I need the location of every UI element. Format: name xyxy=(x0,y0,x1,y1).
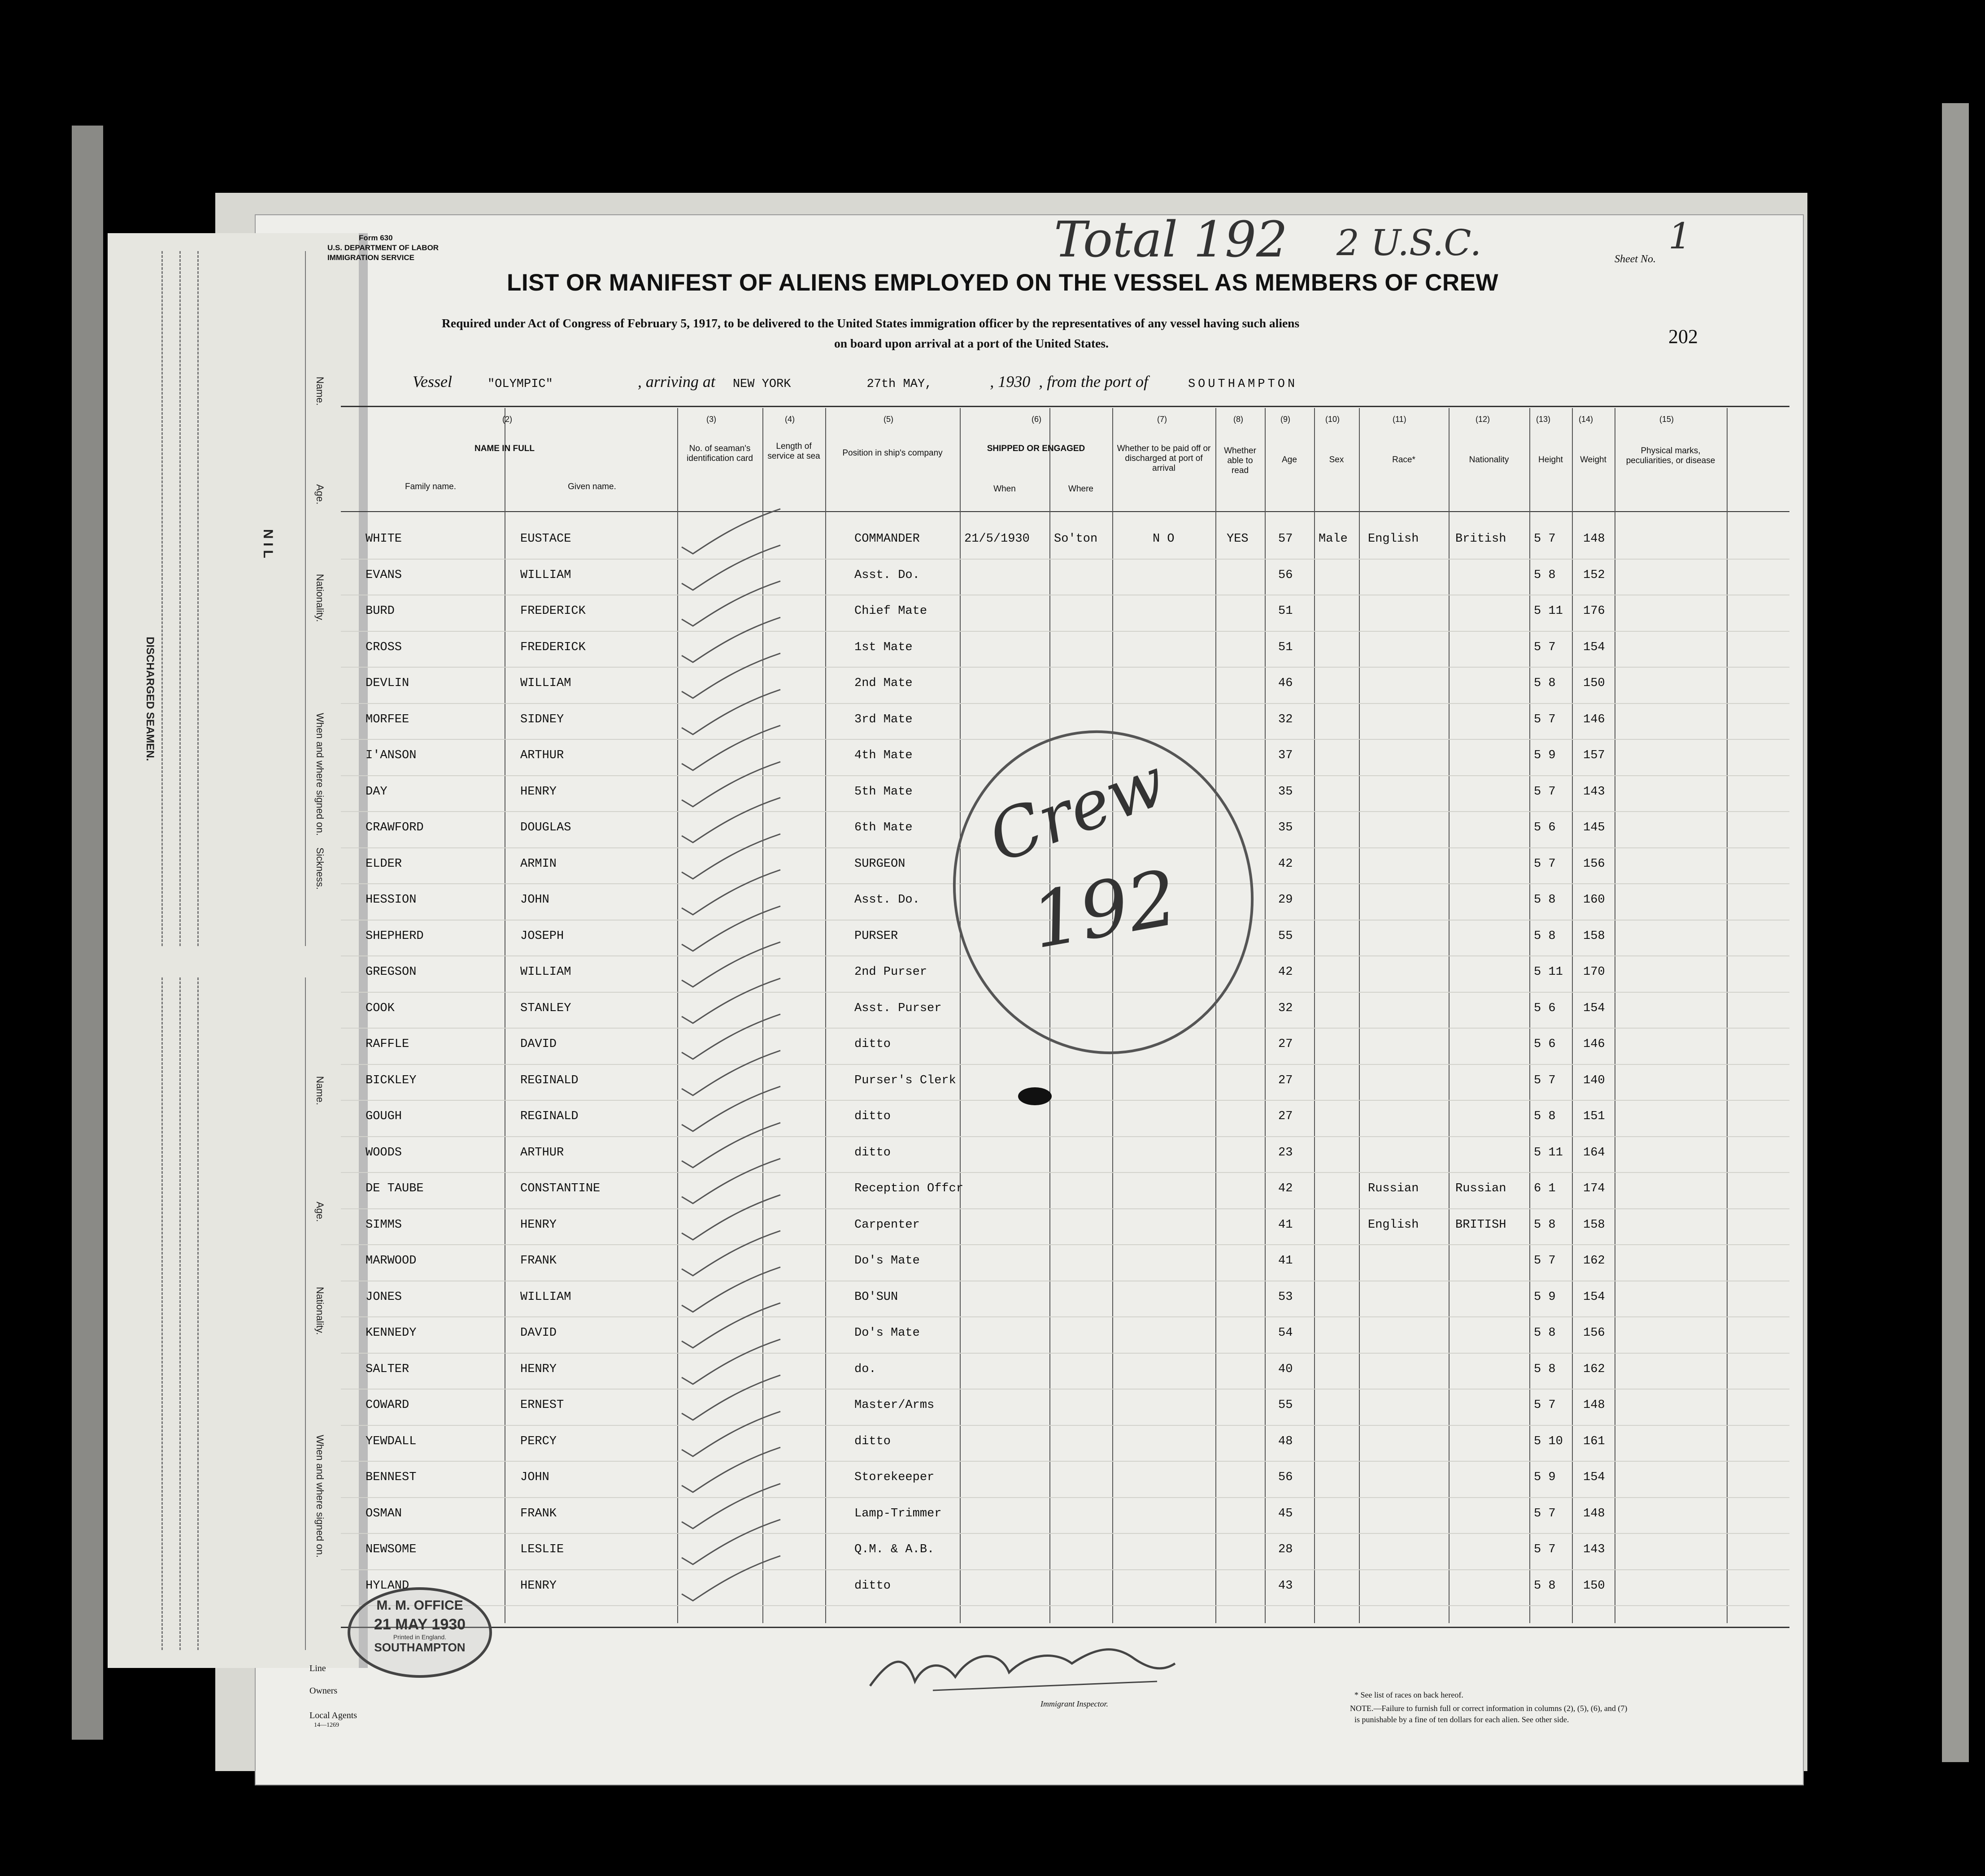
age-cell: 51 xyxy=(1278,604,1293,618)
weight-cell: 156 xyxy=(1583,857,1605,871)
family-name-cell: BENNEST xyxy=(366,1471,417,1484)
stub-label-signed-on-2: When and where signed on. xyxy=(314,1435,326,1558)
position-cell: PURSER xyxy=(854,929,898,943)
position-cell: COMMANDER xyxy=(854,532,920,546)
family-name-cell: ELDER xyxy=(366,857,402,871)
given-name-cell: WILLIAM xyxy=(520,965,571,979)
table-row xyxy=(341,1208,1789,1246)
age-cell: 53 xyxy=(1278,1290,1293,1304)
weight-cell: 148 xyxy=(1583,1507,1605,1520)
table-row xyxy=(341,1569,1789,1607)
age-cell: 43 xyxy=(1278,1579,1293,1593)
height-cell: 5 6 xyxy=(1534,821,1556,834)
col-num-10: (10) xyxy=(1325,415,1340,424)
family-name-cell: WHITE xyxy=(366,532,402,546)
family-name-cell: DE TAUBE xyxy=(366,1182,424,1195)
position-cell: Do's Mate xyxy=(854,1326,920,1340)
family-name-cell: SIMMS xyxy=(366,1218,402,1232)
height-cell: 5 11 xyxy=(1534,1146,1563,1159)
stub-rule xyxy=(305,977,306,1650)
weight-cell: 154 xyxy=(1583,1471,1605,1484)
race-cell: English xyxy=(1368,1218,1419,1232)
discharged-seamen-stub xyxy=(108,233,359,1668)
header-shipped: SHIPPED OR ENGAGED xyxy=(987,444,1085,453)
weight-cell: 162 xyxy=(1583,1254,1605,1268)
weight-cell: 176 xyxy=(1583,604,1605,618)
age-cell: 46 xyxy=(1278,677,1293,690)
nationality-cell: Russian xyxy=(1455,1182,1506,1195)
age-cell: 51 xyxy=(1278,640,1293,654)
handwritten-note: 2 U.S.C. xyxy=(1336,222,1482,264)
given-name-cell: HENRY xyxy=(520,1218,557,1232)
height-cell: 5 8 xyxy=(1534,1326,1556,1340)
circle-note-count: 192 xyxy=(1025,853,1184,966)
family-name-cell: BICKLEY xyxy=(366,1073,417,1087)
stub-label-signed-on: When and where signed on. xyxy=(314,713,326,836)
family-name-cell: CROSS xyxy=(366,640,402,654)
arriving-label: , arriving at xyxy=(637,373,715,391)
family-name-cell: NEWSOME xyxy=(366,1543,417,1556)
stub-label-nationality-2: Nationality. xyxy=(314,1287,326,1335)
col-num-13: (13) xyxy=(1536,415,1551,424)
weight-cell: 162 xyxy=(1583,1362,1605,1376)
weight-cell: 160 xyxy=(1583,893,1605,907)
stamp-date: 21 MAY 1930 xyxy=(374,1616,466,1633)
handwritten-total: Total 192 xyxy=(1054,211,1288,268)
stub-label-age-2: Age. xyxy=(314,1202,326,1222)
stub-rule xyxy=(179,977,181,1650)
stub-rule xyxy=(197,977,199,1650)
ink-blot xyxy=(1018,1087,1052,1105)
vessel-label: Vessel xyxy=(413,373,452,391)
vessel-line xyxy=(413,372,1297,391)
weight-cell: 140 xyxy=(1583,1073,1605,1087)
stub-label-nationality: Nationality. xyxy=(314,574,326,622)
age-cell: 42 xyxy=(1278,965,1293,979)
age-cell: 35 xyxy=(1278,785,1293,799)
age-cell: 55 xyxy=(1278,1398,1293,1412)
given-name-cell: ERNEST xyxy=(520,1398,564,1412)
sheet-label: Sheet No. xyxy=(1615,253,1656,265)
weight-cell: 156 xyxy=(1583,1326,1605,1340)
department: U.S. DEPARTMENT OF LABOR xyxy=(327,243,439,252)
header-length-service: Length of service at sea xyxy=(767,442,820,461)
given-name-cell: CONSTANTINE xyxy=(520,1182,601,1195)
circle-note-crew: Crew xyxy=(979,743,1176,878)
weight-cell: 158 xyxy=(1583,929,1605,943)
height-cell: 5 11 xyxy=(1534,604,1563,618)
vessel-name: "OLYMPIC" xyxy=(487,378,553,391)
penalty-note-2: is punishable by a fine of ten dollars for each alien. See other side. xyxy=(1354,1715,1569,1724)
weight-cell: 158 xyxy=(1583,1218,1605,1232)
microfilm-edge-left xyxy=(72,126,103,1740)
given-name-cell: ARTHUR xyxy=(520,749,564,762)
weight-cell: 150 xyxy=(1583,677,1605,690)
footer-owners-label: Owners xyxy=(309,1686,338,1696)
footer-form-code: 14—1269 xyxy=(314,1722,339,1728)
given-name-cell: PERCY xyxy=(520,1434,557,1448)
form-number: Form 630 xyxy=(359,234,393,242)
stub-label-name: Name. xyxy=(314,377,326,406)
age-cell: 23 xyxy=(1278,1146,1293,1159)
age-cell: 29 xyxy=(1278,893,1293,907)
col-num-12: (12) xyxy=(1476,415,1490,424)
subtitle-line1: Required under Act of Congress of February 5, 1917, to be delivered to the United States immigration officer by the representatives of any vessel having such aliens xyxy=(442,316,1300,330)
height-cell: 5 8 xyxy=(1534,568,1556,582)
age-cell: 57 xyxy=(1278,532,1293,546)
header-when: When xyxy=(993,484,1016,494)
age-cell: 45 xyxy=(1278,1507,1293,1520)
family-name-cell: YEWDALL xyxy=(366,1434,417,1448)
height-cell: 5 8 xyxy=(1534,677,1556,690)
family-name-cell: EVANS xyxy=(366,568,402,582)
height-cell: 5 10 xyxy=(1534,1434,1563,1448)
age-cell: 41 xyxy=(1278,1254,1293,1268)
family-name-cell: SHEPHERD xyxy=(366,929,424,943)
given-name-cell: DAVID xyxy=(520,1326,557,1340)
height-cell: 5 8 xyxy=(1534,1218,1556,1232)
given-name-cell: DAVID xyxy=(520,1038,557,1051)
family-name-cell: MARWOOD xyxy=(366,1254,417,1268)
given-name-cell: WILLIAM xyxy=(520,677,571,690)
subtitle-line2: on board upon arrival at a port of the United States. xyxy=(834,336,1109,350)
height-cell: 5 11 xyxy=(1534,965,1563,979)
shipped-where-cell: So'ton xyxy=(1054,532,1098,546)
col-num-7: (7) xyxy=(1157,415,1167,424)
position-cell: Do's Mate xyxy=(854,1254,920,1268)
weight-cell: 170 xyxy=(1583,965,1605,979)
race-cell: Russian xyxy=(1368,1182,1419,1195)
header-paid-off: Whether to be paid off or discharged at port of arrival xyxy=(1117,444,1211,473)
weight-cell: 154 xyxy=(1583,1290,1605,1304)
height-cell: 5 7 xyxy=(1534,1507,1556,1520)
header-age: Age xyxy=(1282,455,1297,465)
stub-heading: DISCHARGED SEAMEN. xyxy=(144,637,156,761)
race-note: * See list of races on back hereof. xyxy=(1354,1690,1463,1699)
check-mark xyxy=(673,1551,789,1605)
age-cell: 41 xyxy=(1278,1218,1293,1232)
height-cell: 5 9 xyxy=(1534,1471,1556,1484)
race-cell: English xyxy=(1368,532,1419,546)
given-name-cell: ARMIN xyxy=(520,857,557,871)
height-cell: 5 7 xyxy=(1534,640,1556,654)
age-cell: 27 xyxy=(1278,1110,1293,1123)
able-read-cell: YES xyxy=(1227,532,1249,546)
family-name-cell: DEVLIN xyxy=(366,677,409,690)
position-cell: ditto xyxy=(854,1110,891,1123)
table-row xyxy=(341,1316,1789,1354)
stub-label-sickness: Sickness. xyxy=(314,847,326,890)
weight-cell: 146 xyxy=(1583,1038,1605,1051)
nationality-cell: BRITISH xyxy=(1455,1218,1506,1232)
age-cell: 27 xyxy=(1278,1038,1293,1051)
age-cell: 28 xyxy=(1278,1543,1293,1556)
from-port: SOUTHAMPTON xyxy=(1188,378,1298,391)
position-cell: ditto xyxy=(854,1038,891,1051)
position-cell: Chief Mate xyxy=(854,604,927,618)
family-name-cell: DAY xyxy=(366,785,387,799)
given-name-cell: FREDERICK xyxy=(520,604,586,618)
position-cell: ditto xyxy=(854,1146,891,1159)
weight-cell: 148 xyxy=(1583,1398,1605,1412)
family-name-cell: SALTER xyxy=(366,1362,409,1376)
height-cell: 5 7 xyxy=(1534,532,1556,546)
age-cell: 37 xyxy=(1278,749,1293,762)
height-cell: 5 9 xyxy=(1534,749,1556,762)
weight-cell: 154 xyxy=(1583,1001,1605,1015)
given-name-cell: WILLIAM xyxy=(520,1290,571,1304)
stamp-place: SOUTHAMPTON xyxy=(374,1641,466,1654)
age-cell: 40 xyxy=(1278,1362,1293,1376)
height-cell: 5 8 xyxy=(1534,893,1556,907)
stub-rule xyxy=(305,251,306,946)
given-name-cell: REGINALD xyxy=(520,1110,579,1123)
footer-line-label: Line xyxy=(309,1663,326,1673)
position-cell: Asst. Purser xyxy=(854,1001,942,1015)
office-stamp xyxy=(348,1587,492,1678)
col-num-8: (8) xyxy=(1233,415,1243,424)
header-family-name: Family name. xyxy=(405,482,457,491)
header-nationality: Nationality xyxy=(1469,455,1509,465)
table-row xyxy=(341,1461,1789,1498)
age-cell: 35 xyxy=(1278,821,1293,834)
header-weight: Weight xyxy=(1580,455,1606,465)
given-name-cell: REGINALD xyxy=(520,1073,579,1087)
col-num-3: (3) xyxy=(706,415,716,424)
weight-cell: 164 xyxy=(1583,1146,1605,1159)
col-num-14: (14) xyxy=(1579,415,1593,424)
nationality-cell: British xyxy=(1455,532,1506,546)
position-cell: ditto xyxy=(854,1579,891,1593)
stub-label-age: Age. xyxy=(314,484,326,505)
age-cell: 32 xyxy=(1278,1001,1293,1015)
height-cell: 5 7 xyxy=(1534,1398,1556,1412)
family-name-cell: OSMAN xyxy=(366,1507,402,1520)
given-name-cell: LESLIE xyxy=(520,1543,564,1556)
position-cell: Carpenter xyxy=(854,1218,920,1232)
given-name-cell: WILLIAM xyxy=(520,568,571,582)
table-row xyxy=(341,1244,1789,1281)
family-name-cell: HYLAND xyxy=(366,1579,409,1593)
inspector-signature xyxy=(866,1637,1180,1699)
family-name-cell: HESSION xyxy=(366,893,417,907)
height-cell: 5 7 xyxy=(1534,1073,1556,1087)
microfilm-edge-right xyxy=(1942,103,1969,1762)
position-cell: BO'SUN xyxy=(854,1290,898,1304)
weight-cell: 148 xyxy=(1583,532,1605,546)
position-cell: 1st Mate xyxy=(854,640,913,654)
page-number: 202 xyxy=(1668,326,1698,347)
col-num-5: (5) xyxy=(884,415,893,424)
header-id-card: No. of seaman's identification card xyxy=(687,444,753,463)
page-title: LIST OR MANIFEST OF ALIENS EMPLOYED ON THE VESSEL AS MEMBERS OF CREW xyxy=(507,269,1499,296)
table-row xyxy=(341,1497,1789,1534)
header-height: Height xyxy=(1538,455,1563,465)
family-name-cell: COOK xyxy=(366,1001,395,1015)
table-row xyxy=(341,1353,1789,1390)
header-race: Race* xyxy=(1392,455,1415,465)
height-cell: 5 6 xyxy=(1534,1001,1556,1015)
given-name-cell: FRANK xyxy=(520,1254,557,1268)
height-cell: 5 7 xyxy=(1534,1543,1556,1556)
col-num-6: (6) xyxy=(1032,415,1041,424)
header-able-read: Whether able to read xyxy=(1224,446,1256,475)
given-name-cell: HENRY xyxy=(520,1579,557,1593)
position-cell: Reception Offcr xyxy=(854,1182,964,1195)
position-cell: 3rd Mate xyxy=(854,712,913,726)
position-cell: 2nd Purser xyxy=(854,965,927,979)
age-cell: 42 xyxy=(1278,857,1293,871)
given-name-cell: HENRY xyxy=(520,1362,557,1376)
height-cell: 5 8 xyxy=(1534,1579,1556,1593)
penalty-note-1: NOTE.—Failure to furnish full or correct information in columns (2), (5), (6), and (7) xyxy=(1350,1704,1628,1713)
weight-cell: 150 xyxy=(1583,1579,1605,1593)
weight-cell: 151 xyxy=(1583,1110,1605,1123)
stub-nil: N I L xyxy=(261,529,275,558)
arriving-port: NEW YORK xyxy=(732,378,791,391)
weight-cell: 174 xyxy=(1583,1182,1605,1195)
header-where: Where xyxy=(1068,484,1093,494)
weight-cell: 143 xyxy=(1583,785,1605,799)
family-name-cell: CRAWFORD xyxy=(366,821,424,834)
form-header-block xyxy=(327,233,439,263)
height-cell: 5 8 xyxy=(1534,1362,1556,1376)
weight-cell: 145 xyxy=(1583,821,1605,834)
stamp-printed: Printed in England. xyxy=(393,1633,447,1641)
height-cell: 5 6 xyxy=(1534,1038,1556,1051)
family-name-cell: KENNEDY xyxy=(366,1326,417,1340)
height-cell: 5 7 xyxy=(1534,857,1556,871)
height-cell: 5 7 xyxy=(1534,1254,1556,1268)
age-cell: 55 xyxy=(1278,929,1293,943)
weight-cell: 154 xyxy=(1583,640,1605,654)
weight-cell: 161 xyxy=(1583,1434,1605,1448)
header-given-name: Given name. xyxy=(568,482,616,491)
age-cell: 48 xyxy=(1278,1434,1293,1448)
stub-rule xyxy=(161,977,163,1650)
height-cell: 5 9 xyxy=(1534,1290,1556,1304)
stub-rule xyxy=(179,251,181,946)
family-name-cell: I'ANSON xyxy=(366,749,417,762)
position-cell: ditto xyxy=(854,1434,891,1448)
header-name-in-full: NAME IN FULL xyxy=(474,444,535,453)
stub-label-name-2: Name. xyxy=(314,1076,326,1105)
height-cell: 6 1 xyxy=(1534,1182,1556,1195)
stamp-office: M. M. OFFICE xyxy=(376,1598,463,1613)
position-cell: 4th Mate xyxy=(854,749,913,762)
position-cell: Asst. Do. xyxy=(854,568,920,582)
service: IMMIGRATION SERVICE xyxy=(327,253,414,262)
age-cell: 56 xyxy=(1278,568,1293,582)
family-name-cell: BURD xyxy=(366,604,395,618)
arrival-date: 27th MAY, xyxy=(866,378,932,391)
header-sex: Sex xyxy=(1329,455,1344,465)
age-cell: 54 xyxy=(1278,1326,1293,1340)
position-cell: SURGEON xyxy=(854,857,905,871)
family-name-cell: JONES xyxy=(366,1290,402,1304)
col-num-15: (15) xyxy=(1659,415,1674,424)
given-name-cell: FREDERICK xyxy=(520,640,586,654)
given-name-cell: FRANK xyxy=(520,1507,557,1520)
position-cell: Storekeeper xyxy=(854,1471,935,1484)
position-cell: 2nd Mate xyxy=(854,677,913,690)
shipped-when-cell: 21/5/1930 xyxy=(964,532,1030,546)
col-num-2: (2) xyxy=(502,415,512,424)
table-row xyxy=(341,1425,1789,1462)
from-label: , from the port of xyxy=(1039,373,1148,391)
family-name-cell: COWARD xyxy=(366,1398,409,1412)
family-name-cell: GREGSON xyxy=(366,965,417,979)
given-name-cell: ARTHUR xyxy=(520,1146,564,1159)
stub-rule xyxy=(161,251,163,946)
given-name-cell: JOHN xyxy=(520,893,549,907)
family-name-cell: GOUGH xyxy=(366,1110,402,1123)
age-cell: 27 xyxy=(1278,1073,1293,1087)
col-num-9: (9) xyxy=(1280,415,1290,424)
given-name-cell: STANLEY xyxy=(520,1001,571,1015)
position-cell: do. xyxy=(854,1362,876,1376)
given-name-cell: HENRY xyxy=(520,785,557,799)
height-cell: 5 7 xyxy=(1534,785,1556,799)
weight-cell: 157 xyxy=(1583,749,1605,762)
age-cell: 32 xyxy=(1278,712,1293,726)
stub-rule xyxy=(197,251,199,946)
position-cell: 6th Mate xyxy=(854,821,913,834)
position-cell: Master/Arms xyxy=(854,1398,935,1412)
arrival-year: , 1930 xyxy=(990,373,1031,391)
sheet-number: 1 xyxy=(1668,215,1691,257)
family-name-cell: WOODS xyxy=(366,1146,402,1159)
height-cell: 5 8 xyxy=(1534,929,1556,943)
age-cell: 42 xyxy=(1278,1182,1293,1195)
age-cell: 56 xyxy=(1278,1471,1293,1484)
weight-cell: 143 xyxy=(1583,1543,1605,1556)
weight-cell: 146 xyxy=(1583,712,1605,726)
position-cell: Lamp-Trimmer xyxy=(854,1507,942,1520)
given-name-cell: JOSEPH xyxy=(520,929,564,943)
sex-cell: Male xyxy=(1319,532,1348,546)
weight-cell: 152 xyxy=(1583,568,1605,582)
family-name-cell: RAFFLE xyxy=(366,1038,409,1051)
col-num-11: (11) xyxy=(1393,415,1406,424)
col-num-4: (4) xyxy=(785,415,795,424)
height-cell: 5 7 xyxy=(1534,712,1556,726)
given-name-cell: SIDNEY xyxy=(520,712,564,726)
position-cell: 5th Mate xyxy=(854,785,913,799)
footer-agents-label: Local Agents xyxy=(309,1711,357,1720)
header-position: Position in ship's company xyxy=(842,448,943,458)
given-name-cell: EUSTACE xyxy=(520,532,571,546)
height-cell: 5 8 xyxy=(1534,1110,1556,1123)
family-name-cell: MORFEE xyxy=(366,712,409,726)
given-name-cell: JOHN xyxy=(520,1471,549,1484)
position-cell: Q.M. & A.B. xyxy=(854,1543,935,1556)
header-physical: Physical marks, peculiarities, or disease xyxy=(1626,446,1715,465)
inspector-label: Immigrant Inspector. xyxy=(1040,1699,1108,1708)
position-cell: Purser's Clerk xyxy=(854,1073,956,1087)
given-name-cell: DOUGLAS xyxy=(520,821,571,834)
position-cell: Asst. Do. xyxy=(854,893,920,907)
paid-off-cell: N O xyxy=(1153,532,1175,546)
